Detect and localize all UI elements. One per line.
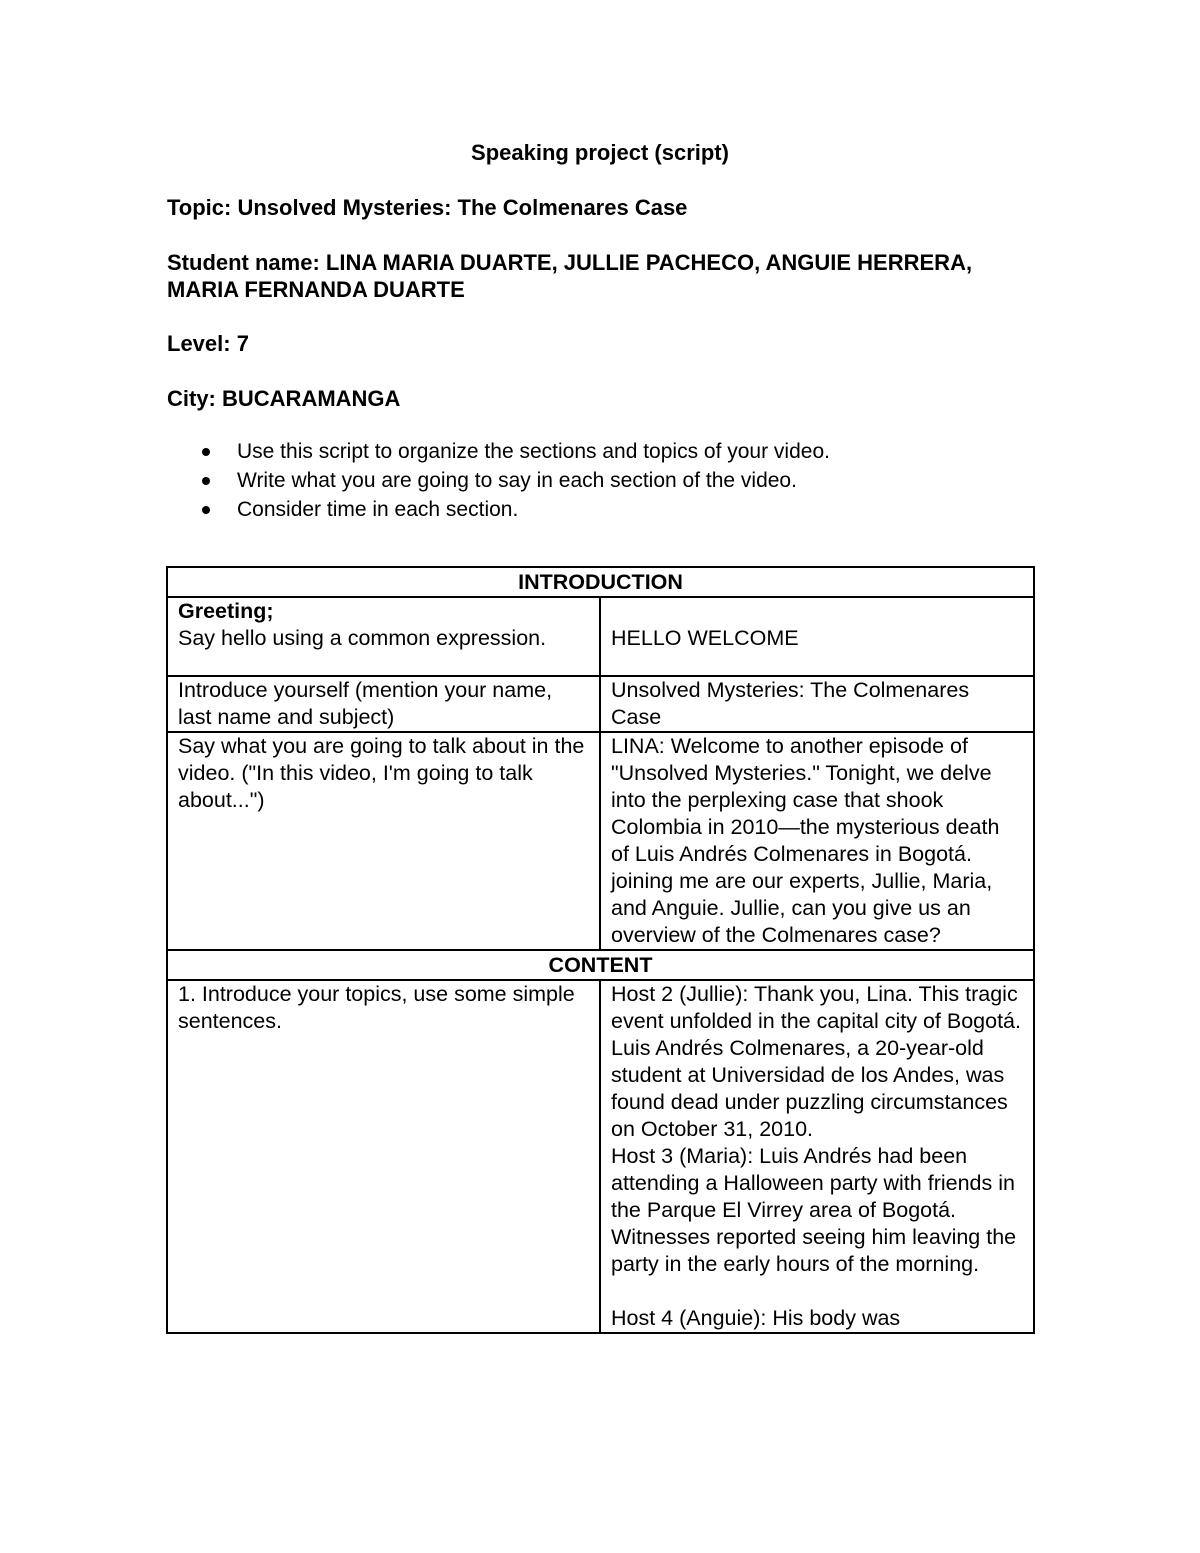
instruction-text: Use this script to organize the sections and topics of your video. bbox=[237, 440, 830, 463]
table-row bbox=[167, 732, 1034, 950]
list-item bbox=[167, 495, 1047, 524]
bullet-icon bbox=[202, 477, 210, 485]
city-line: City: BUCARAMANGA bbox=[167, 386, 401, 411]
bullet-icon bbox=[202, 506, 210, 514]
table-row bbox=[167, 597, 1034, 676]
answer-cell: HELLO WELCOME bbox=[600, 597, 1034, 676]
document-title: Speaking project (script) bbox=[471, 140, 729, 165]
instructions-list bbox=[167, 437, 1047, 524]
table-row bbox=[167, 980, 1034, 1333]
level-line: Level: 7 bbox=[167, 331, 249, 356]
table-row bbox=[167, 950, 1034, 980]
list-item bbox=[167, 466, 1047, 495]
prompt-cell: Introduce yourself (mention your name, last name and subject) bbox=[167, 676, 600, 732]
bullet-icon bbox=[202, 448, 210, 456]
list-item bbox=[167, 437, 1047, 466]
table-row bbox=[167, 676, 1034, 732]
content-header: CONTENT bbox=[167, 950, 1034, 980]
instruction-text: Write what you are going to say in each section of the video. bbox=[237, 469, 797, 492]
answer-cell: Unsolved Mysteries: The Colmenares Case bbox=[600, 676, 1034, 732]
student-name-line-1: Student name: LINA MARIA DUARTE, JULLIE PACHECO, ANGUIE HERRERA, bbox=[167, 250, 973, 275]
topic-line: Topic: Unsolved Mysteries: The Colmenares Case bbox=[167, 195, 688, 220]
instruction-text: Consider time in each section. bbox=[237, 498, 519, 521]
table-row bbox=[167, 567, 1034, 597]
introduction-header: INTRODUCTION bbox=[167, 567, 1034, 597]
student-name-line-2: MARIA FERNANDA DUARTE bbox=[167, 277, 465, 302]
greeting-title: Greeting; bbox=[178, 599, 274, 623]
prompt-cell: 1. Introduce your topics, use some simple sentences. bbox=[167, 980, 600, 1333]
answer-cell: LINA: Welcome to another episode of "Unsolved Mysteries." Tonight, we delve into the perplexing case that shook Colombia in 2010—the mysterious death of Luis Andrés Colmenares in Bogotá. joining me are our experts, Jullie, Maria, and Anguie. Jullie, can you give us an overview of the Colmenares case? bbox=[600, 732, 1034, 950]
script-table bbox=[166, 566, 1035, 1334]
prompt-cell: Say what you are going to talk about in the video. ("In this video, I'm going to talk about...") bbox=[167, 732, 600, 950]
prompt-text: Say hello using a common expression. bbox=[178, 626, 547, 650]
prompt-cell bbox=[167, 597, 600, 676]
answer-cell: Host 2 (Jullie): Thank you, Lina. This tragic event unfolded in the capital city of Bogotá. Luis Andrés Colmenares, a 20-year-old student at Universidad de los Andes, was found dead under puzzling circumstances on October 31, 2010. Host 3 (Maria): Luis Andrés had been attending a Halloween party with friends in the Parque El Virrey area of Bogotá. Witnesses reported seeing him leaving the party in the early hours of the morning. Host 4 (Anguie): His body was bbox=[600, 980, 1034, 1333]
